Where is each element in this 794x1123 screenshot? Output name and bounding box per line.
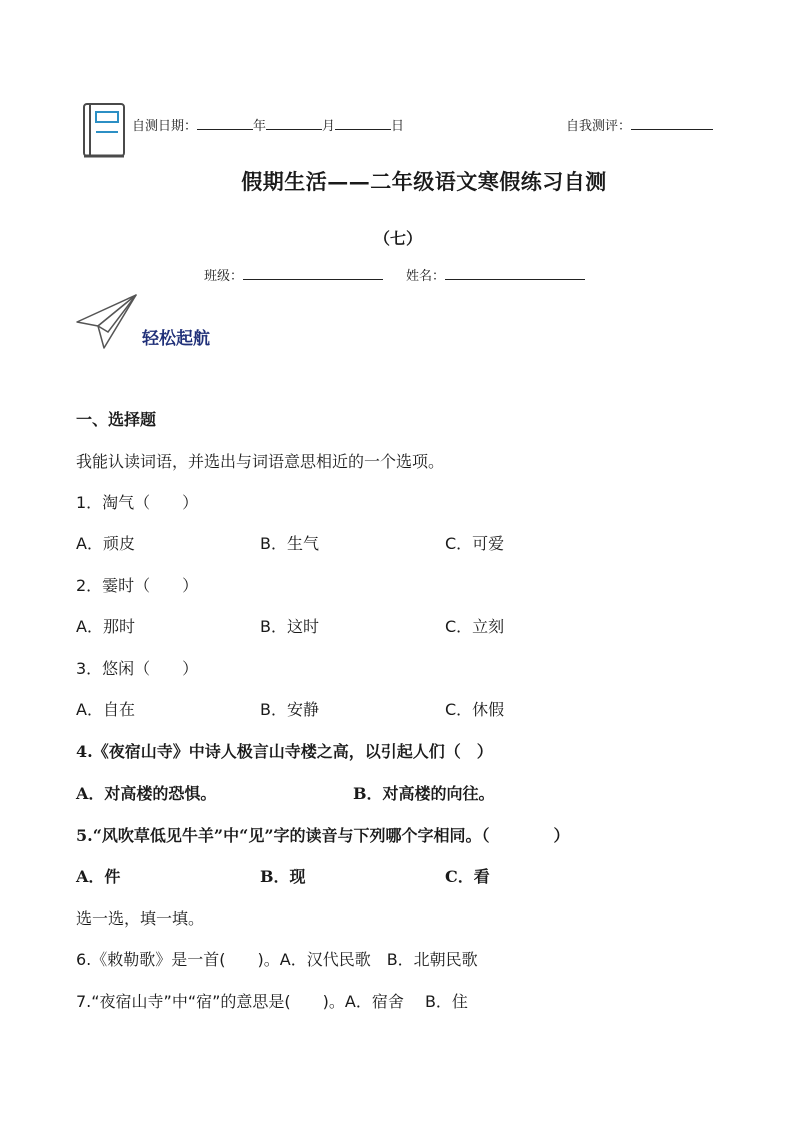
page-title: 假期生活——二年级语文寒假练习自测 [241,169,607,194]
day-blank[interactable] [335,117,391,130]
class-label: 班级： [204,269,244,284]
q1-option-b[interactable]: B．生气 [260,534,319,553]
question-2: 2．霎时（ ） [76,576,199,595]
month-blank[interactable] [266,117,322,130]
instruction: 我能认读词语，并选出与词语意思相近的一个选项。 [76,452,445,471]
q2-option-b[interactable]: B．这时 [260,617,319,636]
day-label: 日 [391,119,405,134]
q2-option-a[interactable]: A．那时 [76,617,135,636]
eval-blank[interactable] [631,117,713,130]
eval-label: 自我测评： [566,119,632,134]
section-tag: 轻松起航 [142,329,210,349]
book-icon [80,102,128,160]
q5-option-b[interactable]: B．现 [260,867,306,886]
q5-option-a[interactable]: A．件 [76,867,121,886]
self-test-date [132,115,404,134]
question-3: 3．悠闲（ ） [76,659,199,678]
year-label: 年 [253,119,267,134]
instruction-2: 选一选，填一填。 [76,909,205,928]
year-blank[interactable] [197,117,253,130]
question-4: 4.《夜宿山寺》中诗人极言山寺楼之高，以引起人们（ ） [76,742,493,761]
date-label: 自测日期： [132,119,198,134]
name-field [406,265,585,284]
page-subtitle: （七） [373,229,422,248]
class-blank[interactable] [243,267,383,280]
question-5: 5.“风吹草低见牛羊”中“见”字的读音与下列哪个字相同。（ ） [76,826,570,845]
name-blank[interactable] [445,267,585,280]
q5-option-c[interactable]: C．看 [445,867,490,886]
q4-option-b[interactable]: B．对高楼的向往。 [353,784,495,803]
class-field [204,265,383,284]
q2-option-c[interactable]: C．立刻 [445,617,505,636]
self-evaluation [566,115,713,134]
paper-plane-icon [74,292,140,352]
q4-option-a[interactable]: A．对高楼的恐惧。 [76,784,217,803]
q3-option-b[interactable]: B．安静 [260,700,319,719]
q3-option-c[interactable]: C．休假 [445,700,505,719]
question-7: 7.“夜宿山寺”中“宿”的意思是( )。A．宿舍 B．住 [76,992,468,1011]
section-heading: 一、选择题 [76,410,157,429]
month-label: 月 [322,119,336,134]
q1-option-c[interactable]: C．可爱 [445,534,505,553]
q1-option-a[interactable]: A．顽皮 [76,534,135,553]
name-label: 姓名： [406,269,446,284]
question-6: 6.《敕勒歌》是一首( )。A．汉代民歌 B．北朝民歌 [76,950,478,969]
q3-option-a[interactable]: A．自在 [76,700,135,719]
question-1: 1．淘气（ ） [76,493,199,512]
